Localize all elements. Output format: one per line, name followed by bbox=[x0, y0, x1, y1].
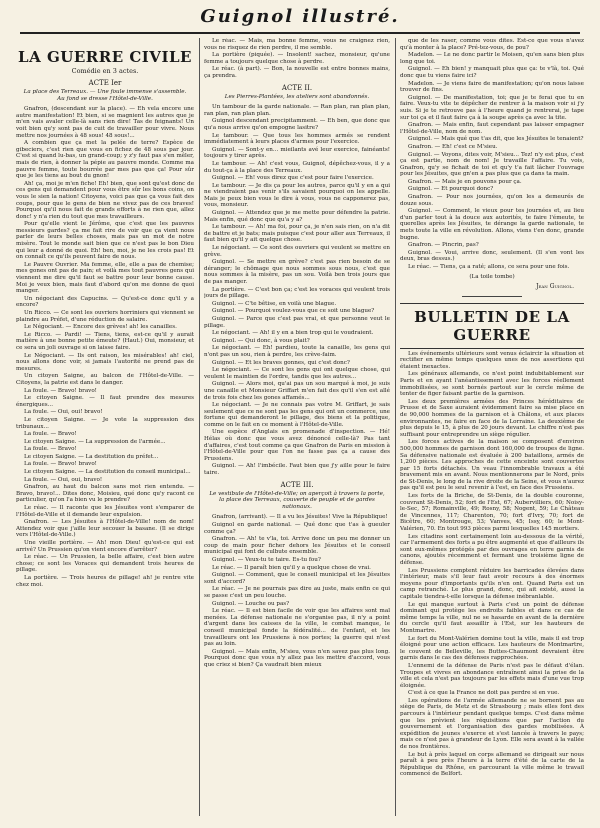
paragraph: Le négociant. — Eh! pardieu, toute la canaille, les gens qui n'ont pas un sou, rien à perdre, les crève-faim. bbox=[204, 345, 390, 358]
paragraph: Le citoyen Saigne. — Il faut prendre des mesures énergiques... bbox=[16, 395, 194, 408]
column-divider bbox=[395, 38, 396, 816]
paragraph: Le Négociant. — Encore des grèves! ah! les canailles. bbox=[24, 324, 177, 331]
paragraph: Gnafron. — Pincrin, pas? bbox=[408, 242, 479, 249]
bulletin-title: BULLETIN DE LA GUERRE bbox=[414, 307, 570, 344]
paragraph: Guignol. — Et les braves gonnes, qui c'est donc? bbox=[212, 359, 350, 366]
paragraph: Guignol. — Mais enfin, M'sieu, vous n'en savez pas plus long. Pourquoi donc que vous n'y allez pas les mettre d'accord, vous que criez si bien? Ça vaudrait bien mieux bbox=[204, 648, 390, 668]
paragraph: Le qui manque surtout à Paris c'est un point de défense dominant qui protège les endroits faibles et dans ce cas de même temps la ville, nul ne se hasarde en avant de la dernière du cercle qu'il faut assaillir à l'Est, sur les hauteurs de Montmartre. bbox=[400, 601, 584, 634]
paragraph: Guignol. — Eh bien! y manquait plus que ça: te v'là, toi. Qué donc que tu viens faire ici? bbox=[400, 66, 584, 79]
paragraph: Les généraux allemands, ce n'est point indubitablement sur Paris et en ayant l'anéantissement avec les forces réellement immobilisées, se sont bornés partout sur le cercle même de tenter de figer faisant partie de la garnison. bbox=[400, 371, 584, 398]
masthead bbox=[20, 4, 580, 30]
paragraph: Les opérations de l'armée allemande ne se bornent pas au siège de Paris, de Metz et de Strasbourg ; mais elles font des parcours à l'intérieur pendant quelque temps. C'est dans même que les prévient les réquisitions que par l'action du gouvernement et l'organisation des gardes mobilisées. À expédition de jeunes s'exerce et s'est lancée à travers le pays; mais ce n'est pas à grandeur de Lyon. Elle sera avant à la vallée de nos frontières. bbox=[400, 697, 584, 751]
paragraph: Guignol. — Comment, que le conseil municipal et les Jésuites sont d'accord? bbox=[204, 572, 390, 585]
paragraph: Le citoyen Saigne. — La suppression de l'armée... bbox=[24, 438, 166, 445]
paragraph: Guignol. — Qui donc, à vous plait? bbox=[212, 337, 310, 344]
paragraph: La portière. — C'est bon ça; c'est les voraces qui veulent trois jours de pillage. bbox=[204, 286, 390, 300]
paragraph: Le citoyen Saigne. — Je vote la suppression des tribunaux... bbox=[16, 416, 194, 430]
masthead-rule bbox=[20, 32, 580, 34]
act-heading: ACTE II. bbox=[281, 83, 313, 92]
paragraph: Madelon. — Le ne donc partir le Moisen, qu'en sans bien plus long que toi. bbox=[400, 52, 584, 65]
paragraph: Les forces actives de la maison se composent d'environ 500,000 hommes de garnison dont 160,000 de troupes de ligne. Sa défensive nationale est évaluée à 200 bataillons, armés de 1,200 pièces. Les approches de cette enceinte sont couvertes par 15 forts détachés. Un veau l'innombrable travaux a été bravement mis en avant. Nous mentionnerons par le Nord, près de St-Denis, le long de la rive droite de la Seine, et vous n'aurez pas qu'il est peu le seul revenir à l'est, en face des Prussiens. bbox=[400, 439, 584, 492]
paragraph: Guignol. — Alors moi, qu'ai pas un sou marqué à moi, je suis une canaille et Monsieur Griffart m'en fait des qu'il s'en est allé de trois fois chez les gones affamés... bbox=[204, 381, 390, 401]
paragraph: Guignol. — Eh! vous direz que c'est pour faire l'exercice. bbox=[212, 175, 374, 182]
paragraph: Pour qu'elle vient le Jérôme, que c'est que les pauvres messieurs gardes? ça me fait rire de voir que ça vient nous parler de leurs belles choses, mais pas un mot de notre misère. Tout le monde sait bien que ce n'est pas le bon Dieu qui leur a donné de quoi. Eh! ben, moi, je ne les crois pas! Et on connaît ce qu'ils peuvent faire de nous. bbox=[16, 221, 194, 261]
paragraph: Guignol. — Se mettre en grève? c'est pas rien besoin de se déranger; le chômage que nous sommes sous nous, c'est que nous sommes à la misère, pas un sou. Voilà ben trois jours que de pas manger. bbox=[204, 259, 390, 285]
paragraph: Gnafron. — Eh! c'est ce M'sieu. bbox=[408, 143, 498, 150]
paragraph: Le réac. — Je ne pourrais pas dire au juste, mais enfin ce qui se passe c'est un peu louche. bbox=[204, 586, 390, 599]
paragraph: Les Prussiens comptent réduire les barricades élevées dans l'intérieur, mais s'il leur faut avoir recours à des énormes moyens pour d'importants qu'ils n'en ont. Quand Paris est un camp retranché. Le plus grand, donc, qui ait existé, aussi la capitale tiendra-t-elle lorsque la défense inébranlable. bbox=[400, 567, 584, 600]
paragraph: Gnafron, (arrivant). — Il a vu les Jésuites! Vive la République! bbox=[212, 514, 388, 521]
paragraph: La foule. — Bravo! bbox=[24, 446, 77, 453]
paragraph: Le réac. — Il paraît bien qu'il y a quelque chose de vrai. bbox=[212, 564, 371, 571]
paragraph: Une vieille portière. — Ah! mon Dieu! qu'est-ce qui est arrivé? Un Prussien qu'on vient encore d'arrêter? bbox=[16, 540, 194, 553]
paragraph: Guignol. — Comment, le vieux pour tes journées et, au lieu d'un parler tout à la douce aux autorités, te faire l'émeute, te querelles après les Jésuites, te dérange la garde nationale, te mets toute la ville en révolution. Allons, viens t'en donc, grande bugne. bbox=[400, 208, 584, 241]
stage-direction: Les Pierres-Plantées, les ateliers sont abandonnés. bbox=[224, 93, 370, 100]
curtain-note: (La toile tombe) bbox=[469, 273, 515, 280]
paragraph: Une espèce d'Anglais en promenade d'inspection. — Hé! Hélas où donc que vous avez dénoncé celle-là? Pas tant d'affaires, c'est tout comme ça que Gnafron de Paris en mission à l'Hôtel-de-Ville pour que l'on ne fasse pas ça a cause des Prussiens. bbox=[204, 429, 390, 462]
paragraph: Gnafron, (descendant sur la place). — Eh vela encore une autre manifestation! Et bien, si se magnient les autres que je m'en vais avaler celle-là sans rien dire! Tas de feignants! Un voit bien qu'y sont pas de cuit de travailler pour vivre. Nous mettre nos journées à 48 sous! 48 sous!... bbox=[16, 106, 194, 139]
paragraph: Guignol. — Mais qué que t'as dit, que les Jésuites le tenaient? bbox=[408, 136, 584, 143]
paragraph: L'ennemi de la défense de Paris n'est pas le défaut d'élan. Troupes et vivres en abondance entraînent ainsi la prise de la ville et cela n'est pas toujours par les effets mais d'une vue trop éloignée. bbox=[400, 662, 584, 689]
paragraph: Les deux premières armées des Princes héréditaires de Prusse et de Saxe auraient évidemment faire sa mise place en de 90,000 hommes de la garnison et à Châlons, et aux places environnantes, ne faire en face de la Lorraine. La deuxième de plus depuis le 15, à plus de 20 jours devant. Le chiffre n'est pas suffisant pour entreprendre un siège régulier. bbox=[400, 398, 584, 438]
paragraph: La portière (piquée). — Insolent! sachez, monsieur, qu'une femme a toujours quelque chose à perdre. bbox=[204, 52, 390, 65]
paragraph: Le tambour. — Ah! ma foi, pour ça, je n'en sais rien, on n'a dit de battre et je bats; mais puisque c'est pour aller aux Terreaux, il faut bien qu'il y ait quelque chose. bbox=[204, 224, 390, 244]
paragraph: Gnafron. — Les Jésuites à l'Hôtel-de-Ville! nom de nom! Attendez voir que j'aille leur secouer la basane. (Il se dirige vers l'Hôtel-de-Ville.) bbox=[16, 519, 194, 539]
paragraph: Guignol. — Pourquoi voulez-vous que ce soit une blague? bbox=[212, 308, 375, 315]
paragraph: Le tambour. — Je dis ça pour les autres, parce qu'il y en a qui ne viendraient pas venir s'ils savaient pourquoi on les appelle. Mais je peux bien vous le dire à vous, vous ne capponerez pas, vous, monsieur. bbox=[204, 182, 390, 209]
paragraph: Gnafron. — Mais je en pouvons pour ça. bbox=[408, 178, 522, 185]
column-3 bbox=[400, 38, 584, 818]
paragraph: Le réac. — Mais, ma bonne femme, vous ne craignez rien, vous ne risquez de rien perdre, il me semble. bbox=[204, 38, 390, 51]
paragraph: Le tambour. — Ah! c'est vous, Guignol, dépêchez-vous, il y a du tout-ça à la place des Terreaux. bbox=[204, 160, 390, 174]
paragraph: Le négociant. — Ah! il y en a bien trop qui le voudraient. bbox=[212, 330, 374, 337]
paragraph: que de les raser, comme vous dites. Est-ce que vous n'avez qu'à monter à la place? Pré-tez-vous, de pou? bbox=[400, 38, 584, 51]
paragraph: Le réac. — Un Prussien, la belle affaire, c'est bien autre chose; ce sont les Voraces qui demandent trois heures de pillage. bbox=[16, 554, 194, 574]
paragraph: Un tambour de la garde nationale. — Ran plan, ran plan plan, ran plan, ran plan plan. bbox=[204, 104, 390, 117]
paragraph: Le réac. — Tiens, ça a raté; allons, ce sera pour une fois. bbox=[408, 264, 570, 270]
act-heading: ACTE Ier bbox=[88, 79, 122, 87]
paragraph: Guignol descendant precipitamment. — Eh ben, que donc que qu'a nous arrive qu'on empogne lasitre? bbox=[204, 118, 390, 131]
paragraph: Un négociant des Capucins. — Qu'est-ce donc qu'il y a encore? bbox=[16, 295, 194, 309]
paragraph: Madelon. — Je viens faire de manifestation; qu'on nous laisse trouver de fins. bbox=[400, 80, 584, 94]
paragraph: Un citoyen Saigne, au balcon de l'Hôtel-de-Ville. — Citoyens, la patrie est dans le danger. bbox=[16, 373, 194, 386]
paragraph: A combien que ça met la pelée de terre? Espèce de gibeciers, c'est rien que vous en fichez de 48 sous par jour. C'est si quand lu-bas, un grand-coup; y z'y faut pas s'en mêler, mais de rien, à donner la pépie au pauvre monde. Comme ma pauvre femme, toute bourrée par mes pas que ça! Pour sûr que je les tiens au bout du gnon! bbox=[16, 140, 194, 180]
paragraph: Le Négociant. — Ils ont raison, les misérables! ah! ciel, nous allons donc voir, si jamais l'autorité ne prend pas de mesures. bbox=[16, 352, 194, 372]
bulletin-rule bbox=[400, 303, 584, 304]
play-subtitle: Comédie en 3 actes. bbox=[71, 67, 139, 75]
paragraph: Le réac. — Il est bien facile de voir que les affaires sont mal menées. La défense nationale ne s'organise pas, il n'y a point d'argent dans les caisses de la ville, le combat manque, le conseil municipal fonde la fédéralité... de l'enfant, et les travailleurs ont les Prussiens à nos portes; la guerre qui n'est pas au loin. bbox=[204, 608, 390, 648]
paragraph: Guignol. — Voui, arrive donc, seulement. (Il s'en vont les deux, bras dessus.) bbox=[400, 249, 584, 263]
paragraph: Gnafron. — Pour nos journées, qu'on les a demeurés de douze sous. bbox=[400, 194, 584, 207]
paragraph: Guignol. — Veux-tu te taire. Es-tu fou? bbox=[212, 556, 321, 563]
paragraph: C'est à ce que la France ne doit pas perdre si en vue. bbox=[408, 690, 560, 697]
paragraph: Le fort du Mont-Valérien domine tout la ville, mais il est trop éloigné pour une action efficace. Les hauteurs de Montmartre, le couvent de Belleville, les Buttes-Chaumont devraient être garnis dans le cas des défenses rapprochées. bbox=[400, 635, 584, 662]
paragraph: La foule. — Bravo! bravo! bbox=[24, 461, 97, 468]
paragraph: Le Ricco. — Pardi! — Tiens, tiens, est-ce qu'il y aurait matière à une bonne petite émeute? (Haut.) Oui, monsieur, et ce sera un joli ouvrage si on laisse faire. bbox=[16, 331, 194, 351]
bulletin-rule bbox=[400, 348, 584, 349]
author-signature: Jean Guignol. bbox=[536, 282, 574, 290]
paragraph: Gnafron. — Mais enfin, faut cependant pas laisser empagner l'Hôtel-de-Ville, nom de nom. bbox=[400, 122, 584, 135]
paragraph: Guignol. — Parce que c'est pas vrai, et que personne veut le pillage. bbox=[204, 315, 390, 329]
paragraph: Guignol en garde national. — Qué donc que t'as à gueuler comme ça? bbox=[204, 522, 390, 535]
paragraph: Guignol. — Voyons, dites voir, M'sieu... Tez! n'y est plus, c'est ça est partie, nom de nom! Je travaille l'affaire. Tu vois, Gnafron, qu'y se fichait de toi et qu'y t'a fait lâcher l'ouvrage pour les Jésuites, que gn'en a pas plus que ça dans ta main. bbox=[400, 151, 584, 178]
paragraph: Guignol. — De manifestation, toi; que je te ferai que tu en faire. Veux-tu vite te dépêcher de rentrer à la maison voir si j'y suis. Si je te retrouve pas à l'heure quand je rentrerai, je tape sur toi ça et il faut faire ça à la soupe après ça avec la tite. bbox=[400, 94, 584, 121]
paragraph: Guignol. — Louche ou pas? bbox=[212, 600, 290, 607]
paragraph: Le réac. (à part). — Bon, la nouvelle est entre bonnes mains, ça prendra. bbox=[204, 66, 390, 79]
paragraph: Le négociant. — Ce sont des ouvriers qui veulent se mettre en grève. bbox=[204, 245, 390, 258]
play-title: LA GUERRE CIVILE bbox=[18, 48, 192, 66]
paragraph: La foule. — Oui, oui, bravo! bbox=[24, 476, 103, 483]
paragraph: Gnafron. — Ah! te v'la, toi. Arrive donc un peu me donner un coup de main pour ficher dehors les Jésuites et le conseil municipal qui font de culbute ensemble. bbox=[204, 536, 390, 556]
paragraph: La foule. — Oui, oui! bravo! bbox=[24, 409, 103, 416]
act-heading: ACTE III. bbox=[280, 480, 314, 489]
section-divider bbox=[462, 296, 522, 297]
paragraph: Guignol. — Et pourquoi donc? bbox=[408, 186, 494, 193]
paragraph: Ah! ça, moi je m'en fiche! Eh! bien, que sont qu'est donc de ces gens qui demandent pour vous être sûr les bons coins, on vous le sien la nation! Citoyens, voici pas que ça vous fait des coups, pour que le gens de bien ne vivez pas de ces braves! Pourquoi qu'il nous fait de grands efforts à ne rien que, allez donc! y n'a rien du tout que mes travailleurs. bbox=[16, 180, 194, 220]
paragraph: Le citoyen Saigne. — La destitution du préfet... bbox=[24, 453, 159, 460]
paragraph: Guignol. — C'te bêtise, en voilà une blague. bbox=[212, 300, 337, 307]
column-1 bbox=[16, 38, 194, 818]
paragraph: Le négociant. — Je ne connais pas votre M. Griffart, je sais seulement que ce ne sont pas les gens qui ont un commerce, une fortune qui demanderont le pillage, des biens et la politique, comme on le fait en ce moment à l'Hôtel-de-Ville. bbox=[204, 402, 390, 428]
stage-direction: Le vestibule de l'Hôtel-de-Ville; on aperçoit à travers la porte, la place des Terreaux, couverte de peuple et de gardes nationaux. bbox=[209, 490, 385, 510]
paragraph: Le négociant. — Ce sont les gens qui ont quelque chose, qui veulent le maintien de l'ordre, tandis que les autres... bbox=[204, 367, 390, 380]
stage-direction: La place des Terreaux. — Une foule immense s'assemble. Au fond se dresse l'Hôtel-de-Ville. bbox=[23, 89, 187, 102]
column-2 bbox=[204, 38, 390, 818]
paragraph: Le citoyen Saigne. — La destitution du conseil municipal... bbox=[24, 469, 191, 476]
paragraph: Le but à près laquel on corps allemand se dirigeait sur nous paraît à peu près l'heure à la terre d'été de la carte de la République du Rhône, en parcourant la ville même le travail commencé de Belfort. bbox=[400, 751, 584, 778]
paragraph: Le tambour. — Que tous les hommes armés se rendent immédiatement à leurs places d'armes pour l'exercice. bbox=[204, 132, 390, 146]
paragraph: Guignol. — Ah! l'imbécile. Faut bien que j'y aille pour le faire taire. bbox=[204, 463, 390, 477]
paragraph: La foule. — Bravo! bravo! bbox=[24, 387, 97, 394]
column-divider bbox=[199, 38, 200, 816]
paragraph: La foule. — Bravo! bbox=[24, 431, 77, 438]
paragraph: Les citadins sont certainement loin au-dessous de la vérité, car l'armement des forts a pu être augmenté et que d'ailleurs ils sont eux-mêmes protégés par des ouvrages en terre garnis de canons, ajoutés récemment et fermant une troisième ligne de défense. bbox=[400, 533, 584, 566]
paragraph: Un Ricco. — Ce sont les ouvriers horriniers qui viennent se plaindre au Préfet, d'une réduction de salaire. bbox=[16, 310, 194, 323]
paragraph: Guignol. — Attendez que je me mette pour défendre la patrie. Mais enfin, qué donc que qu'a y a? bbox=[204, 210, 390, 223]
paragraph: Les événements ultérieurs sont venus éclaircir la situation et rectifier en même temps quelques unes de nos assertions qui étaient inexactes. bbox=[400, 350, 584, 370]
paragraph: Guignol. — Sont-y en... mieilants avé leur exercice, fainéants! toujours y tirer après. bbox=[204, 146, 390, 160]
paragraph: Le réac. — Il raconte que les Jésuites vont s'emparer de l'Hôtel-de-Ville et il demande leur expulsion. bbox=[16, 505, 194, 518]
masthead-title: Guignol illustré. bbox=[200, 6, 400, 27]
paragraph: La portière. — Trois heures de pillage! ah! je rentre vite chez moi. bbox=[16, 574, 194, 588]
paragraph: Les forts de la Briche, de St-Denis, de la double couronne, couvrant St-Denis, 52; fort de l'Est, 67; Aubervilliers, 60; Noisy-le-Sec, 57; Romainville, 49; Rosny, 58; Nogent, 59; Le Château de Vincennes, 117; Charenton, 70; fort d'Ivry, 70; fort de Bicêtre, 60; Montrouge, 53; Vanves, 45; Issy, 60; le Mont-Valérien, 70. En tout 993 pièces parmi lesquelles 145 mortiers. bbox=[400, 493, 584, 533]
paragraph: Le Pauvre Ouvrier. Ma femme, elle, elle a pas de chemise; mes gones ont pas de pain; et voilà mes tout pauvres gens qui viennent me dire qu'il faut se battre pour leur bonne cause. Moi je veux bien, mais faut d'abord qu'on me donne de quoi manger. bbox=[16, 261, 194, 295]
paragraph: Gnafron, au haut du balcon sans mot rien entendu. — Bravo, bravo!... Dites donc, Moisieu, qué donc qu'y racont ce particulier, qu'on l'a bien vu le prendre? bbox=[16, 484, 194, 504]
